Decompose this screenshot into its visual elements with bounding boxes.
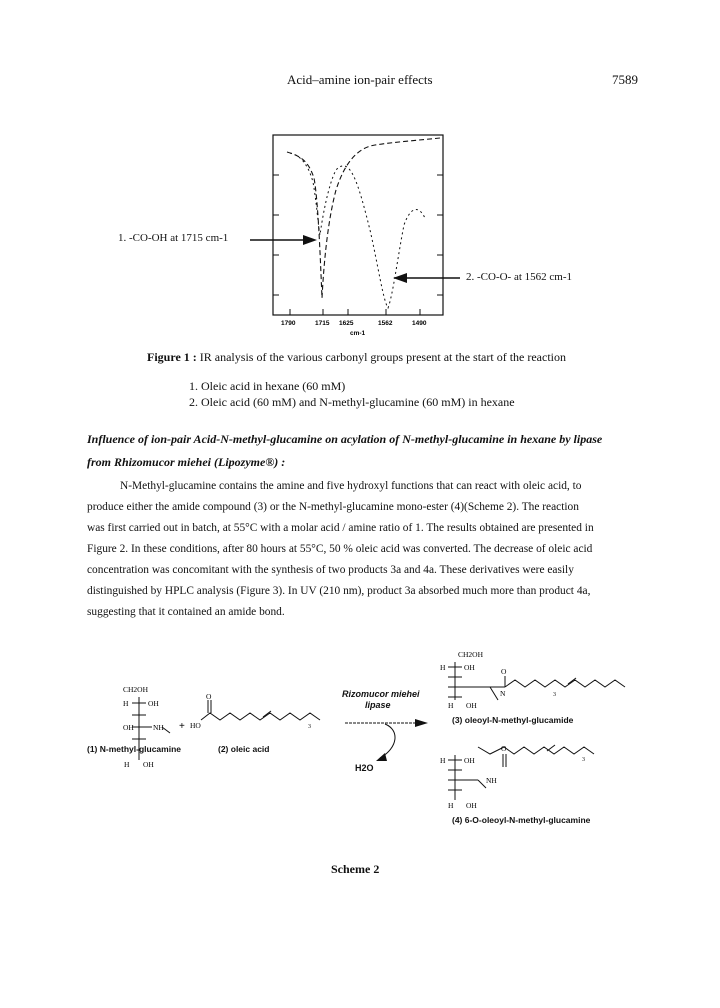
figure-1-legend-2: 2. Oleic acid (60 mM) and N-methyl-glucamine (60 mM) in hexane	[189, 395, 515, 409]
peak-label-1: 1. -CO-OH at 1715 cm-1	[118, 232, 229, 244]
tick-label-1790: 1790	[281, 320, 296, 327]
c3-h: H	[440, 663, 446, 672]
para-line-7: suggesting that it contained an amide bond.	[87, 606, 285, 618]
c3-o: O	[501, 667, 507, 676]
c3-oh-bottom: OH	[466, 701, 477, 710]
c1-oh-2: OH	[123, 723, 134, 732]
c4-subscript: 3	[582, 757, 585, 763]
ir-plot-frame	[273, 135, 443, 315]
scheme-2-figure	[0, 640, 720, 840]
running-title: Acid–amine ion-pair effects	[287, 72, 433, 87]
figure-1-caption	[147, 350, 566, 365]
para-line-5: concentration was concomitant with the synthesis of two products 3a and 4a. These derivatives were easily	[87, 564, 574, 576]
c4-oh-bottom: OH	[466, 801, 477, 810]
compound-3-label: (3) oleoyl-N-methyl-glucamide	[452, 715, 574, 725]
arrow-2-head	[393, 273, 407, 283]
body-paragraph	[87, 476, 639, 623]
c2-ho: HO	[190, 721, 201, 730]
c3-h-bottom: H	[448, 701, 454, 710]
scheme-plus-sign: +	[179, 721, 185, 732]
para-line-2: produce either the amide compound (3) or the N-methyl-glucamine mono-ester (4)(Scheme 2). The reaction	[87, 501, 579, 513]
compound-4-structure	[448, 745, 594, 800]
c3-oh: OH	[464, 663, 475, 672]
compound-4-label: (4) 6-O-oleoyl-N-methyl-glucamine	[452, 815, 591, 825]
enzyme-name: Rizomucor miehei	[342, 689, 420, 699]
c1-oh-bottom: OH	[143, 760, 154, 769]
c4-nh: NH	[486, 776, 497, 785]
compound-2-label: (2) oleic acid	[218, 744, 270, 754]
c2-o: O	[206, 692, 212, 701]
c4-h: H	[440, 756, 446, 765]
para-line-3: was first carried out in batch, at 55°C with a molar acid / amine ratio of 1. The results obtained are presented in	[87, 522, 594, 534]
tick-label-1562: 1562	[378, 320, 393, 327]
figure-1-caption-text: IR analysis of the various carbonyl groups present at the start of the reaction	[196, 350, 567, 364]
ir-tick-marks	[273, 175, 443, 315]
para-line-4: Figure 2. In these conditions, after 80 hours at 55°C, 50 % oleic acid was converted. The decrease of oleic acid	[87, 543, 593, 555]
spectrum-2-trace	[290, 153, 425, 308]
c1-oh: OH	[148, 699, 159, 708]
section-heading-line-2: from Rhizomucor miehei (Lipozyme®) :	[87, 455, 286, 469]
c4-o: O	[501, 744, 507, 753]
water-label: H2O	[355, 763, 374, 773]
c1-h-bottom: H	[124, 760, 130, 769]
spectrum-1-trace	[287, 138, 440, 298]
c1-nh: NH	[153, 723, 164, 732]
c3-n: N	[500, 689, 506, 698]
arrow-1-head	[303, 235, 317, 245]
para-line-1: N-Methyl-glucamine contains the amine and five hydroxyl functions that can react with oleic acid, to	[120, 480, 582, 492]
para-line-6: distinguished by HPLC analysis (Figure 3). In UV (210 nm), product 3a absorbed much more than product 4a,	[87, 585, 591, 597]
tick-label-1490: 1490	[412, 320, 427, 327]
c1-h: H	[123, 699, 129, 708]
c4-oh: OH	[464, 756, 475, 765]
tick-label-1715: 1715	[315, 320, 330, 327]
c3-subscript: 3	[553, 692, 556, 698]
ir-spectrum-figure	[0, 120, 720, 350]
c1-ch2oh: CH2OH	[123, 685, 149, 694]
c2-subscript: 3	[308, 724, 311, 730]
peak-label-2: 2. -CO-O- at 1562 cm-1	[466, 271, 573, 283]
x-axis-unit: cm-1	[350, 330, 366, 337]
c4-h-bottom: H	[448, 801, 454, 810]
page-number: 7589	[612, 72, 638, 87]
figure-1-legend-1: 1. Oleic acid in hexane (60 mM)	[189, 379, 346, 393]
enzyme-type: lipase	[365, 700, 391, 710]
figure-1-caption-lead: Figure 1 :	[147, 350, 197, 364]
reaction-arrow-head	[415, 719, 428, 727]
reaction-arrow	[345, 723, 420, 758]
compound-2-structure	[201, 700, 320, 720]
scheme-caption: Scheme 2	[331, 862, 380, 876]
compound-1-label: (1) N-methyl-glucamine	[87, 744, 181, 754]
c3-ch2oh: CH2OH	[458, 650, 484, 659]
tick-label-1625: 1625	[339, 320, 354, 327]
section-heading-line-1: Influence of ion-pair Acid-N-methyl-glucamine on acylation of N-methyl-glucamine in hexane by lipase	[87, 432, 603, 446]
